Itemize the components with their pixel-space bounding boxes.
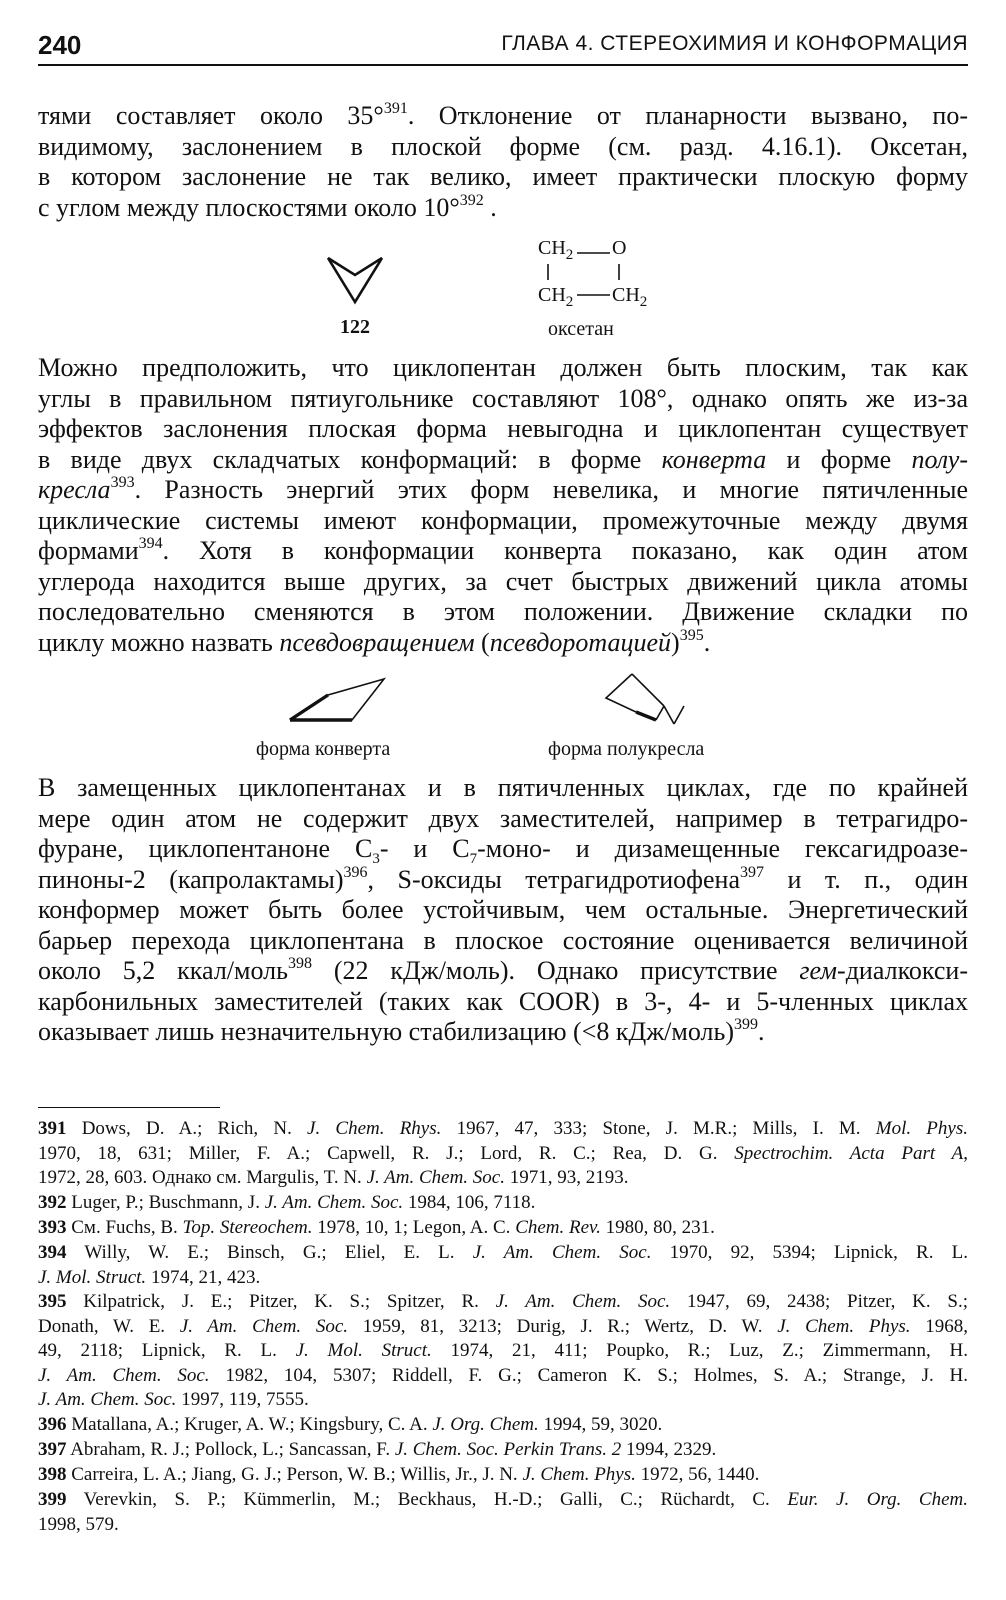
footnote-ref: 392 <box>459 191 484 209</box>
compound-number: 122 <box>340 316 370 338</box>
footnote-ref: 398 <box>287 955 312 973</box>
footnote-399 <box>38 1488 968 1537</box>
text-line: 399 Verevkin, S. P.; Kümmerlin, M.; Beckhaus, H.-D.; Galli, C.; Rüchardt, C. Eur. J. Org. Chem. <box>38 1489 968 1510</box>
oxetane-bottom-bond <box>577 286 617 306</box>
text-line: циклу можно назвать псевдовращением (псевдоротацией)$^{395}$. <box>38 626 711 657</box>
text-line: Можно предположить, что циклопентан должен быть плоским, так как <box>38 353 968 382</box>
footnote-394 <box>38 1241 968 1290</box>
footnote-ref: 395 <box>679 626 704 644</box>
text-line: видимому, заслонением в плоской форме (см. разд. 4.16.1). Оксетан, <box>38 131 968 161</box>
text-line: 397 Abraham, R. J.; Pollock, L.; Sancassan, F. J. Chem. Soc. Perkin Trans. 2 1994, 2329. <box>38 1439 717 1460</box>
running-header <box>38 30 968 66</box>
paragraph-2 <box>38 353 968 658</box>
text-line: J. Am. Chem. Soc. 1982, 104, 5307; Riddell, F. G.; Cameron K. S.; Holmes, S. A.; Strange, J. H. <box>38 1364 968 1386</box>
footnote-ref: 397 <box>739 863 764 881</box>
text-line: Donath, W. E. J. Am. Chem. Soc. 1959, 81, 3213; Durig, J. R.; Wertz, D. W. J. Chem. Phys. 1968, <box>38 1315 969 1337</box>
footnote-391 <box>38 1117 968 1191</box>
text-line: кресла$^{393}$. Разность энергий этих форм невелика, и многие пятичленные <box>38 474 968 504</box>
text-line: J. Mol. Struct. 1974, 21, 423. <box>38 1266 261 1288</box>
text-line: барьер перехода циклопентана в плоское состояние оценивается величиной <box>38 925 968 955</box>
compound-122-structure <box>326 255 384 305</box>
footnote-ref: 394 <box>138 535 163 553</box>
text-line: 392 Luger, P.; Buschmann, J. J. Am. Chem. Soc. 1984, 106, 7118. <box>38 1192 536 1213</box>
text-line: конформер может быть более устойчивым, чем остальные. Энергетический <box>38 895 968 924</box>
text-line: циклические системы имеют конформации, промежуточные между двумя <box>38 505 968 535</box>
oxetane-ch2-bottom-left: $CH_2$ <box>538 284 574 310</box>
text-line: оказывает лишь незначительную стабилизацию (<8 кДж/моль)$^{399}$. <box>38 1016 765 1046</box>
text-line: углы в правильном пятиугольнике составляют 108°, однако опять же из-за <box>38 383 968 413</box>
chapter-title: ГЛАВА 4. СТЕРЕОХИМИЯ И КОНФОРМАЦИЯ <box>501 32 968 55</box>
footnote-395 <box>38 1290 968 1413</box>
footnote-396 <box>38 1413 968 1438</box>
text-line: 395 Kilpatrick, J. E.; Pitzer, K. S.; Spitzer, R. J. Am. Chem. Soc. 1947, 69, 2438; Pitzer, K. S.; <box>38 1291 968 1312</box>
oxetane-label: оксетан <box>548 318 614 340</box>
text-line: пиноны-2 (капролактамы)$^{396}$, S-оксиды тетрагидротиофена$^{397}$ и т. п., один <box>38 863 968 894</box>
oxetane-ch2-bottom-right: $CH_2$ <box>612 284 648 310</box>
page-number: 240 <box>38 30 82 60</box>
text-line: карбонильных заместителей (таких как COOR) в 3-, 4- и 5-членных циклах <box>38 986 968 1016</box>
envelope-conformation-drawing <box>288 677 388 723</box>
text-line: 1998, 579. <box>38 1513 119 1535</box>
text-line: J. Am. Chem. Soc. 1997, 119, 7555. <box>38 1389 309 1410</box>
text-line: углерода находится выше других, за счет быстрых движений цикла атомы <box>38 566 968 596</box>
text-line: тями составляет около 35°$^{391}$. Отклонение от планарности вызвано, по- <box>38 100 969 130</box>
text-line: 49, 2118; Lipnick, R. L. J. Mol. Struct. 1974, 21, 411; Poupko, R.; Luz, Z.; Zimmermann, H. <box>38 1340 968 1361</box>
text-line: последовательно сменяются в этом положении. Движение складки по <box>38 597 968 626</box>
footnote-ref: 391 <box>383 100 408 118</box>
text-line: с углом между плоскостями около 10°$^{392}$ . <box>38 191 497 222</box>
envelope-label: форма конверта <box>256 738 391 760</box>
paragraph-1 <box>38 101 968 223</box>
footnote-398 <box>38 1463 968 1488</box>
text-line: в котором заслонение не так велико, имеет практически плоскую форму <box>38 162 968 191</box>
paragraph-3 <box>38 773 968 1048</box>
text-line: 1970, 18, 631; Miller, F. A.; Capwell, R. J.; Lord, R. C.; Rea, D. G. Spectrochim. Acta Part A, <box>38 1142 968 1164</box>
oxetane-o-atom: O <box>612 237 627 259</box>
footnote-ref: 393 <box>110 474 135 492</box>
halfchair-conformation-drawing <box>604 672 686 728</box>
footnote-393 <box>38 1216 968 1241</box>
text-line: 393 См. Fuchs, B. Top. Stereochem. 1978, 10, 1; Legon, A. C. Chem. Rev. 1980, 80, 231. <box>38 1217 715 1238</box>
halfchair-label: форма полукресла <box>548 738 705 760</box>
footnote-ref: 396 <box>343 863 368 881</box>
footnote-separator <box>38 1107 220 1108</box>
text-line: формами$^{394}$. Хотя в конформации конверта показано, как один атом <box>38 535 968 565</box>
text-line: 1972, 28, 603. Однако см. Margulis, T. N. J. Am. Chem. Soc. 1971, 93, 2193. <box>38 1167 629 1188</box>
text-line: эффектов заслонения плоская форма невыгодна и циклопентан существует <box>38 414 968 443</box>
text-line: 394 Willy, W. E.; Binsch, G.; Eliel, E. L. J. Am. Chem. Soc. 1970, 92, 5394; Lipnick, R. L. <box>38 1242 968 1263</box>
text-line: 396 Matallana, A.; Kruger, A. W.; Kingsbury, C. A. J. Org. Chem. 1994, 59, 3020. <box>38 1414 663 1435</box>
text-line: мере один атом не содержит двух заместителей, например в тетрагидро- <box>38 803 968 833</box>
footnote-ref: 399 <box>734 1016 759 1034</box>
text-line: 391 Dows, D. A.; Rich, N. J. Chem. Rhys. 1967, 47, 333; Stone, J. M.R.; Mills, I. M. Mol. Phys. <box>38 1118 968 1139</box>
text-line: около 5,2 ккал/моль$^{398}$ (22 кДж/моль). Однако присутствие гем-диалкокси- <box>38 955 968 985</box>
footnote-397 <box>38 1438 968 1463</box>
footnote-392 <box>38 1191 968 1216</box>
text-line: в виде двух складчатых конформаций: в форме конверта и форме полу- <box>38 444 968 474</box>
oxetane-ch2-top: $CH_2$ <box>538 237 574 263</box>
text-line: 398 Carreira, L. A.; Jiang, G. J.; Person, W. B.; Willis, Jr., J. N. J. Chem. Phys. 1972, 56, 1440. <box>38 1464 760 1485</box>
text-line: фуране, циклопентаноне $C_3-$ и $C_7-моно-$ и дизамещенные гексагидроазе- <box>38 834 968 868</box>
oxetane-vertical-bonds <box>540 262 630 286</box>
text-line: В замещенных циклопентанах и в пятичленных циклах, где по крайней <box>38 773 968 802</box>
